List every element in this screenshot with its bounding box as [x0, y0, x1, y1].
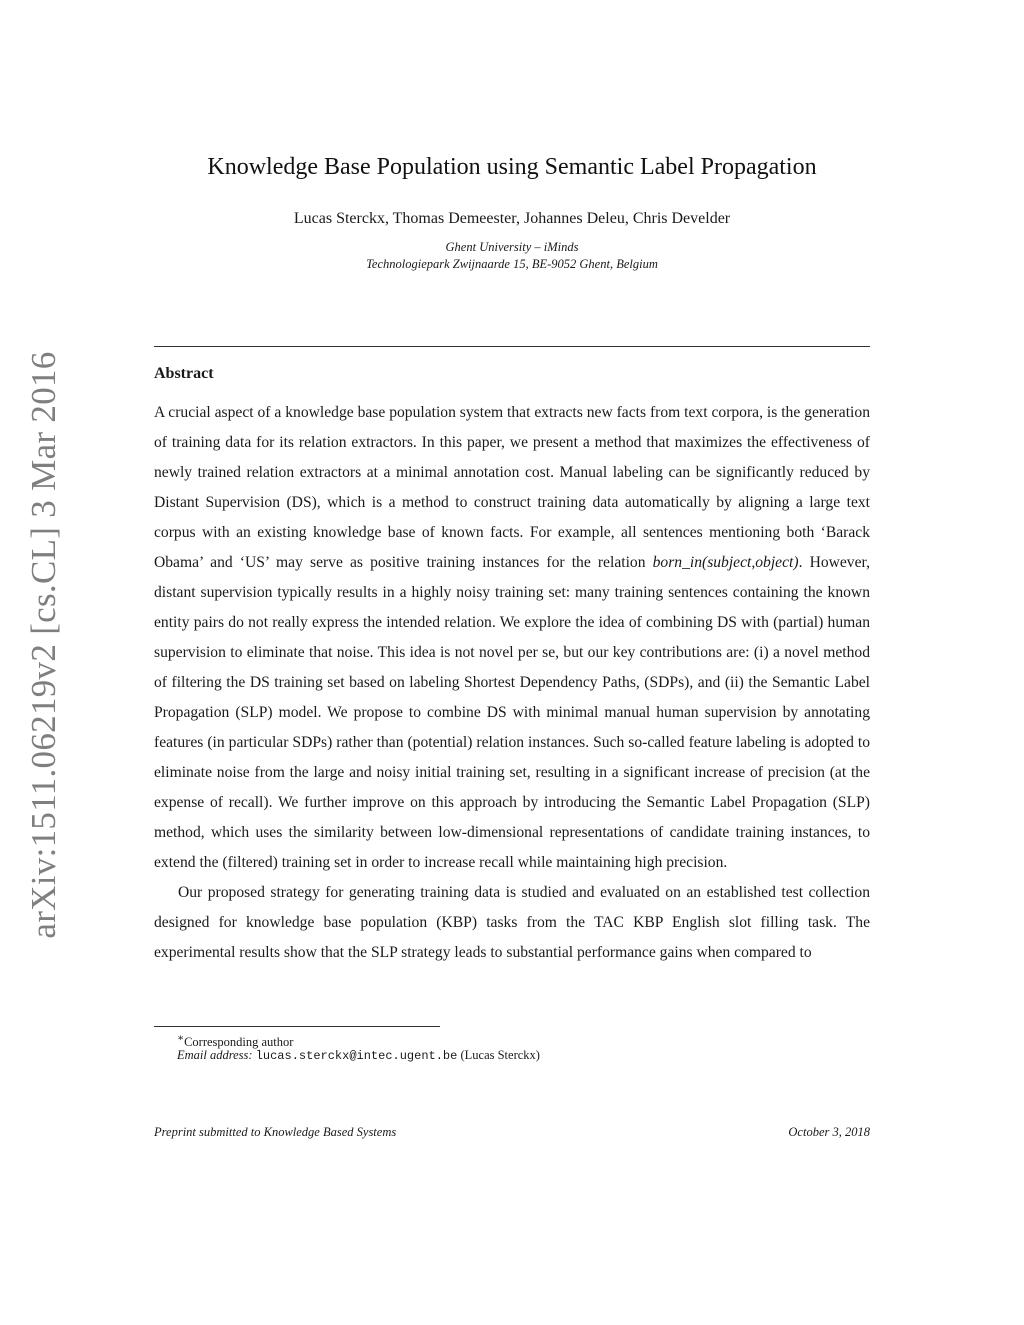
email-owner: (Lucas Sterckx)	[460, 1048, 540, 1062]
affiliation-address: Technologiepark Zwijnaarde 15, BE-9052 Ghent, Belgium	[366, 257, 658, 271]
affiliation-institution: Ghent University – iMinds	[445, 240, 579, 254]
abstract-paragraph-1-text-b: . However, distant supervision typically results in a highly noisy training set: many training sentences containing the known entity pairs do not really express the intended relation. We explore the idea of combining DS with (partial) human supervision to eliminate that noise. This idea is not novel per se, but our key contributions are: (i) a novel method of filtering the DS training set based on labeling Shortest Dependency Paths, (SDPs), and (ii) the Semantic Label Propagation (SLP) model. We propose to combine DS with minimal manual human supervision by annotating features (in particular SDPs) rather than (potential) relation instances. Such so-called feature labeling is adopted to eliminate noise from the large and noisy initial training set, resulting in a significant increase of precision (at the expense of recall). We further improve on this approach by introducing the Semantic Label Propagation (SLP) method, which uses the similarity between low-dimensional representations of candidate training instances, to extend the (filtered) training set in order to increase recall while maintaining high precision.	[154, 554, 870, 871]
abstract-top-rule	[154, 346, 870, 347]
abstract-body	[154, 398, 870, 968]
abstract-paragraph-2: Our proposed strategy for generating training data is studied and evaluated on an established test collection designed for knowledge base population (KBP) tasks from the TAC KBP English slot filling task. The experimental results show that the SLP strategy leads to substantial performance gains when compared to	[154, 884, 870, 961]
arxiv-identifier-stamp: arXiv:1511.06219v2 [cs.CL] 3 Mar 2016	[24, 351, 63, 939]
footnote-rule	[154, 1026, 440, 1027]
footnote-corresponding-text: Corresponding author	[184, 1035, 294, 1050]
email-address[interactable]: lucas.sterckx@intec.ugent.be	[255, 1049, 458, 1063]
relation-example: born_in(subject,object)	[652, 554, 799, 571]
abstract-heading: Abstract	[154, 365, 214, 382]
author-list: Lucas Sterckx, Thomas Demeester, Johannes Deleu, Chris Develder	[293, 210, 731, 227]
abstract-paragraph-1-text-a: A crucial aspect of a knowledge base population system that extracts new facts from text corpora, is the generation of training data for its relation extractors. In this paper, we present a method that maximizes the effectiveness of newly trained relation extractors at a minimal annotation cost. Manual labeling can be significantly reduced by Distant Supervision (DS), which is a method to construct training data automatically by aligning a large text corpus with an existing knowledge base of known facts. For example, all sentences mentioning both ‘Barack Obama’ and ‘US’ may serve as positive training instances for the relation	[154, 404, 870, 571]
preprint-note: Preprint submitted to Knowledge Based Systems	[154, 1125, 397, 1139]
email-label: Email address:	[177, 1048, 253, 1062]
abstract-paragraph-1	[154, 398, 870, 878]
preprint-date: October 3, 2018	[788, 1125, 870, 1139]
footnote-email	[177, 1048, 540, 1063]
footnote-marker: ∗	[177, 1033, 185, 1044]
paper-title: Knowledge Base Population using Semantic Label Propagation	[207, 154, 817, 180]
